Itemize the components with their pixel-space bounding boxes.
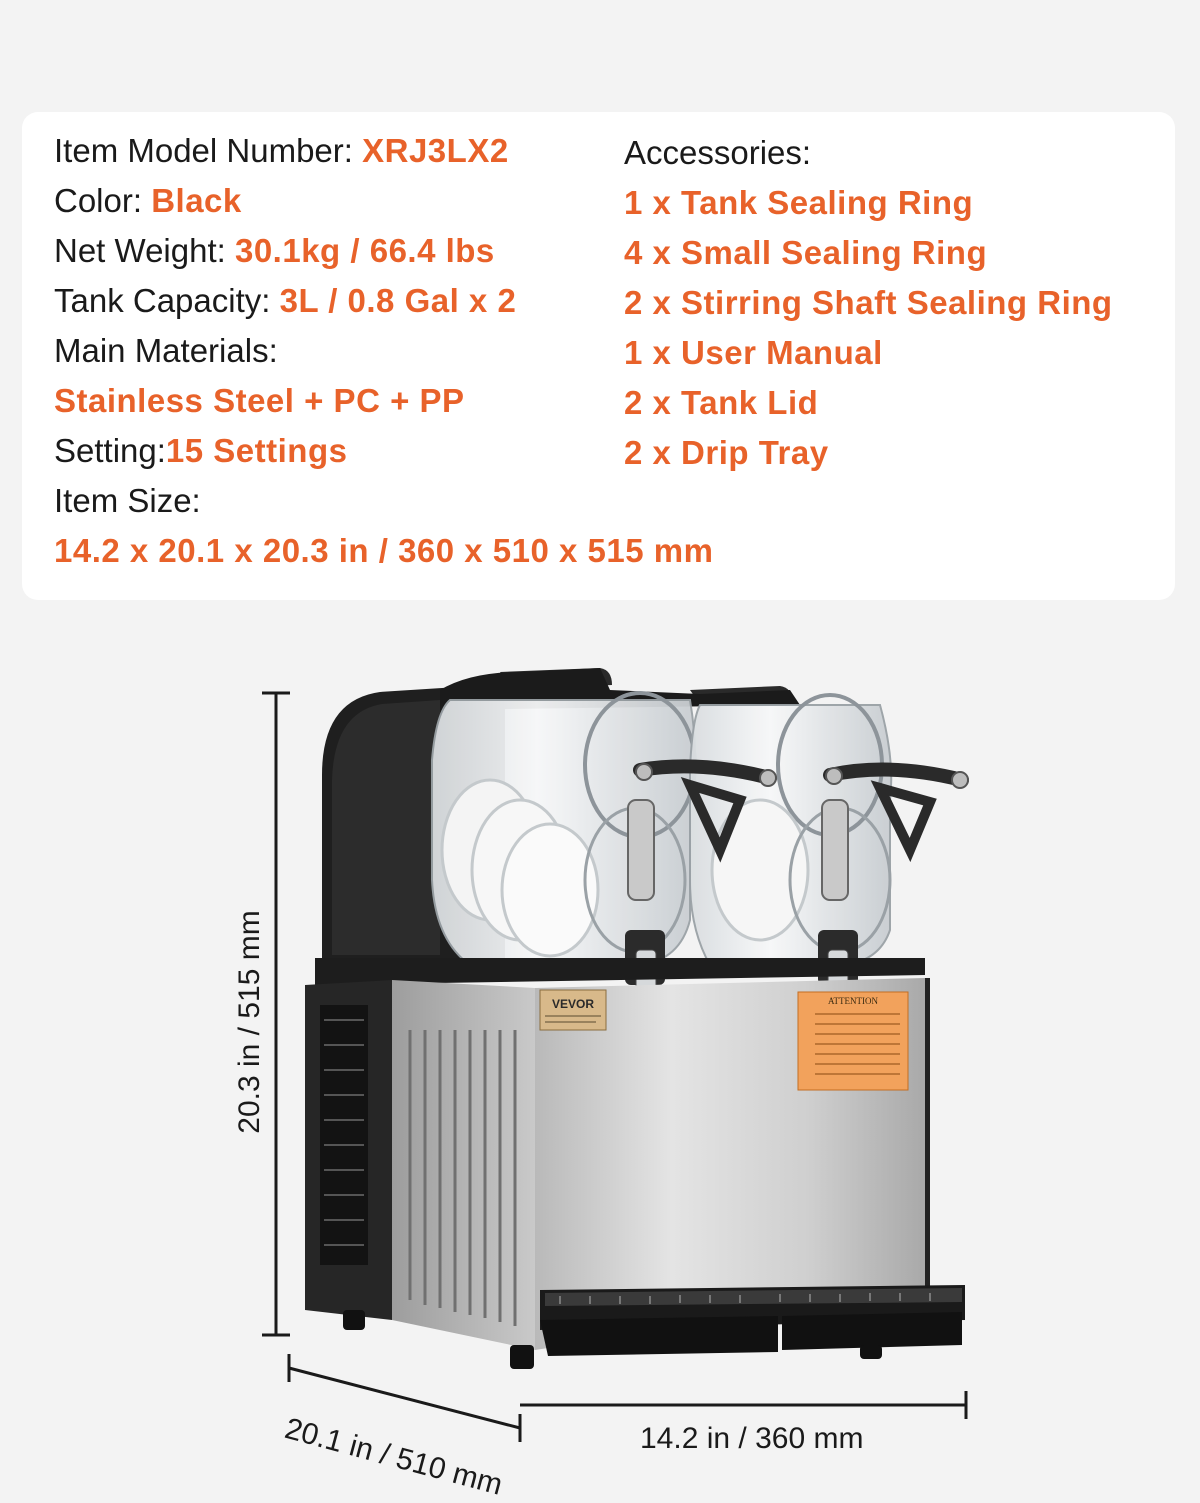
left-tank xyxy=(432,693,695,965)
accessory-item: 2 x Drip Tray xyxy=(624,434,829,471)
accessory-item: 4 x Small Sealing Ring xyxy=(624,234,988,271)
accessory-item: 1 x User Manual xyxy=(624,334,883,371)
spec-materials-value: Stainless Steel + PC + PP xyxy=(54,382,465,419)
spec-materials-label: Main Materials: xyxy=(54,332,278,369)
height-label: 20.3 in / 515 mm xyxy=(233,910,266,1134)
spec-setting-value: 15 Settings xyxy=(165,432,348,469)
depth-label: 20.1 in / 510 mm xyxy=(281,1412,506,1502)
foot xyxy=(343,1310,365,1330)
spec-capacity-value: 3L / 0.8 Gal x 2 xyxy=(279,282,517,319)
warning-title: ATTENTION xyxy=(828,996,878,1006)
spec-weight-value: 30.1kg / 66.4 lbs xyxy=(234,232,495,269)
drip-tray xyxy=(540,1285,965,1356)
accessory-item: 2 x Tank Lid xyxy=(624,384,819,421)
accessory-item: 2 x Stirring Shaft Sealing Ring xyxy=(624,284,1113,321)
spec-weight-label: Net Weight: xyxy=(54,232,235,269)
spec-capacity-label: Tank Capacity: xyxy=(54,282,280,319)
foot xyxy=(510,1345,534,1369)
spec-model-label: Item Model Number: xyxy=(54,132,363,169)
warning-label xyxy=(798,992,908,1090)
width-dimension-line xyxy=(520,1391,966,1419)
right-tank xyxy=(690,695,891,965)
brand-logo: VEVOR xyxy=(551,997,595,1011)
foot xyxy=(860,1345,882,1359)
side-panel xyxy=(305,980,535,1350)
brand-plate xyxy=(540,990,606,1030)
spec-size-value: 14.2 x 20.1 x 20.3 in / 360 x 510 x 515 mm xyxy=(54,532,714,569)
spec-color-value: Black xyxy=(151,182,242,219)
spec-setting-label: Setting: xyxy=(54,432,166,469)
accessory-item: 1 x Tank Sealing Ring xyxy=(624,184,974,221)
width-label: 14.2 in / 360 mm xyxy=(640,1422,864,1455)
right-dispense-handle xyxy=(818,768,968,990)
accessories-title: Accessories: xyxy=(624,134,812,171)
spec-model-value: XRJ3LX2 xyxy=(362,132,509,169)
spec-size-label: Item Size: xyxy=(54,482,201,519)
spec-color-label: Color: xyxy=(54,182,152,219)
